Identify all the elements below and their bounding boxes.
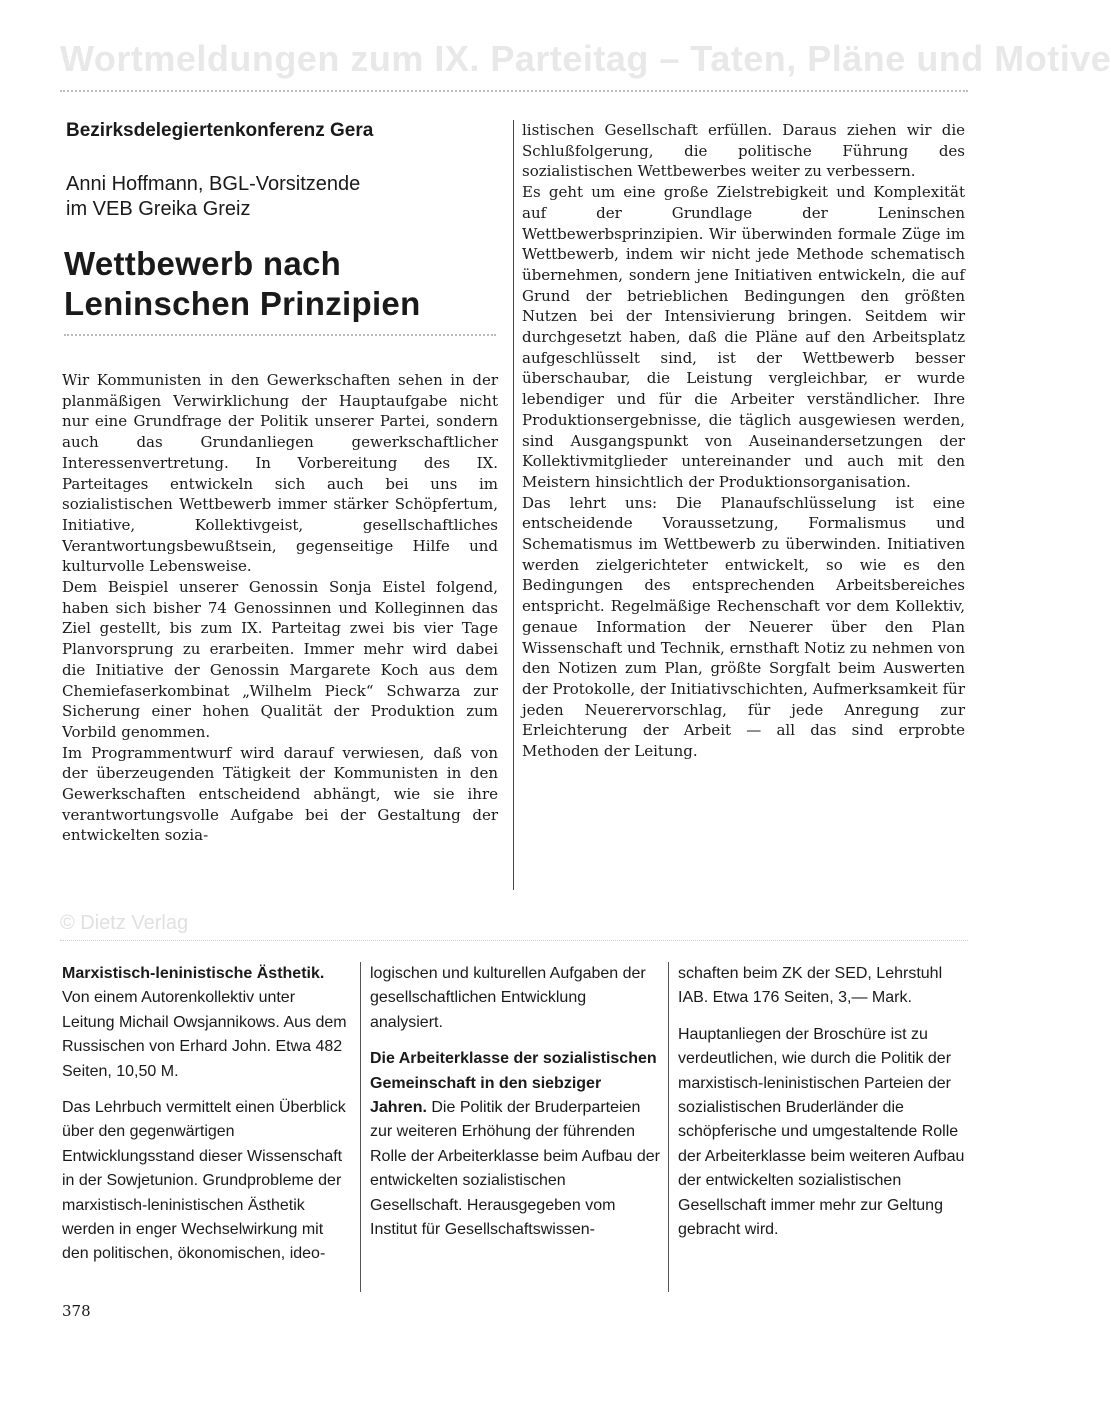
section-divider <box>60 940 968 941</box>
conference-label: Bezirksdelegiertenkonferenz Gera <box>66 120 374 141</box>
book-title: Die Arbeiterklasse der sozialistischen Gemeinschaft in den siebziger Jahren. <box>370 1050 657 1117</box>
column-divider <box>668 962 669 1292</box>
column-divider <box>513 120 514 890</box>
book-notice-column-1 <box>62 962 350 1279</box>
author-name-line: Anni Hoffmann, BGL-Vorsitzende <box>66 173 361 195</box>
article-headline <box>64 244 504 324</box>
book-details: Von einem Autorenkollektiv unter Leitung Michail Owsjannikows. Aus dem Russischen von Erhard John. Etwa 482 Seiten, 10,50 M. <box>62 989 347 1080</box>
book-description: Das Lehrbuch vermittelt einen Überblick über den gegenwärtigen Entwicklungsstand dieser Wissenschaft in der Sowjetunion. Grundprobleme der marxistisch-leninistischen Ästhetik werden in enger Wechselwirkung mit den politischen, ökonomischen, ideo- <box>62 1099 346 1263</box>
book-notice-column-3 <box>678 962 968 1254</box>
headline-divider <box>64 334 496 336</box>
article-paragraph: Dem Beispiel unserer Genossin Sonja Eistel folgend, haben sich bisher 74 Genossinnen und Kolleginnen das Ziel gestellt, bis zum IX. Parteitag zwei bis vier Tage Planvorsprung zu erarbeiten. Immer mehr wird dabei die Initiative der Genossin Margarete Koch aus dem Chemiefaserkombinat „Wilhelm Pieck“ Schwarza zur Sicherung einer hohen Qualität der Produktion zum Vorbild genommen. <box>62 578 498 741</box>
article-paragraph: Es geht um eine große Zielstrebigkeit und Komplexität auf der Grundlage der Leninschen Wettbewerbsprinzipien. Wir überwinden formale Züge im Wettbewerb, indem wir nicht jede Methode schematisch übernehmen, sondern jene Initiativen entwickeln, die auf Grund der betrieblichen Bedingungen den größten Nutzen bei der Intensivierung bringen. Seitdem wir durchgesetzt haben, daß die Pläne auf den Arbeitsplatz aufgeschlüsselt sind, ist der Wettbewerb besser überschaubar, die Leistung vergleichbar, er wurde lebendiger und für die Arbeiter verständlicher. Ihre Produktionsergebnisse, die täglich ausgewiesen werden, sind Ausgangspunkt von Auseinandersetzungen der Kollektivmitglieder untereinander und auch mit den Meistern hinsichtlich der Produktionsorganisation. <box>522 183 965 491</box>
author-byline <box>66 172 486 222</box>
header-divider <box>60 90 968 92</box>
running-header-title: Wortmeldungen zum IX. Parteitag – Taten, Pläne und Motive <box>60 38 1111 79</box>
author-company-line: im VEB Greika Greiz <box>66 198 251 220</box>
book-details: schaften beim ZK der SED, Lehrstuhl IAB. Etwa 176 Seiten, 3,— Mark. <box>678 965 943 1007</box>
article-right-column <box>522 120 965 762</box>
book-entry <box>370 1047 660 1242</box>
book-details: Die Politik der Bruderparteien zur weiteren Erhöhung der führenden Rolle der Arbeiterklasse beim Aufbau der entwickelten sozialistischen Gesellschaft. Herausgegeben vom Institut für Gesellschaftswissen- <box>370 1099 660 1239</box>
headline-line-1: Wettbewerb nach <box>64 245 342 282</box>
article-paragraph: Im Programmentwurf wird darauf verwiesen, daß von der überzeugenden Tätigkeit der Kommunisten in den Gewerkschaften entscheidend abhängt, wie sie ihre verantwortungsvolle Aufgabe bei der Gestaltung der entwickelten sozia- <box>62 743 498 845</box>
article-paragraph: listischen Gesellschaft erfüllen. Daraus ziehen wir die Schlußfolgerung, die politische Führung des sozialistischen Wettbewerbes weiter zu verbessern. <box>522 121 965 181</box>
article-left-column <box>62 370 498 846</box>
article-paragraph: Wir Kommunisten in den Gewerkschaften sehen in der planmäßigen Verwirklichung der Hauptaufgabe nicht nur eine Grundfrage der Politik unserer Partei, sondern auch das Grundanliegen gewerkschaftlicher Interessenvertretung. In Vorbereitung des IX. Parteitages entwickeln sich auch bei uns im sozialistischen Wettbewerb immer stärker Schöpfertum, Initiative, Kollektivgeist, gesellschaftliches Verantwortungsbewußtsein, gegenseitige Hilfe und kulturvolle Lebensweise. <box>62 371 498 576</box>
book-description: logischen und kulturellen Aufgaben der gesellschaftlichen Entwicklung analysiert. <box>370 965 646 1031</box>
book-notice-column-2 <box>370 962 660 1254</box>
headline-line-2: Leninschen Prinzipien <box>64 285 421 322</box>
column-divider <box>360 962 361 1292</box>
book-title: Marxistisch-leninistische Ästhetik. <box>62 965 325 982</box>
publisher-mark: © Dietz Verlag <box>60 912 189 934</box>
book-description: Hauptanliegen der Broschüre ist zu verdeutlichen, wie durch die Politik der marxistisch-leninistischen Parteien der sozialistischen Bruderländer die schöpferische und umgestaltende Rolle der Arbeiterklasse beim weiteren Aufbau der entwickelten sozialistischen Gesellschaft immer mehr zur Geltung gebracht wird. <box>678 1025 965 1239</box>
book-entry <box>62 962 350 1084</box>
page-number: 378 <box>62 1302 91 1320</box>
article-paragraph: Das lehrt uns: Die Planaufschlüsselung ist eine entscheidende Voraussetzung, Formalismus und Schematismus im Wettbewerb zu überwinden. Initiativen werden zielgerichteter entwickelt, so wie es den Bedingungen des entsprechenden Arbeitsbereiches entspricht. Regelmäßige Rechenschaft vor dem Kollektiv, genaue Information der Neuerer über den Plan Wissenschaft und Technik, ernsthaft Notiz zu nehmen von den Notizen zum Plan, größte Sorgfalt beim Auswerten der Protokolle, der Initiativschichten, Aufmerksamkeit für jeden Neuerervorschlag, für jede Anregung zur Erleichterung der Arbeit — all das sind erprobte Methoden der Leitung. <box>522 493 965 761</box>
